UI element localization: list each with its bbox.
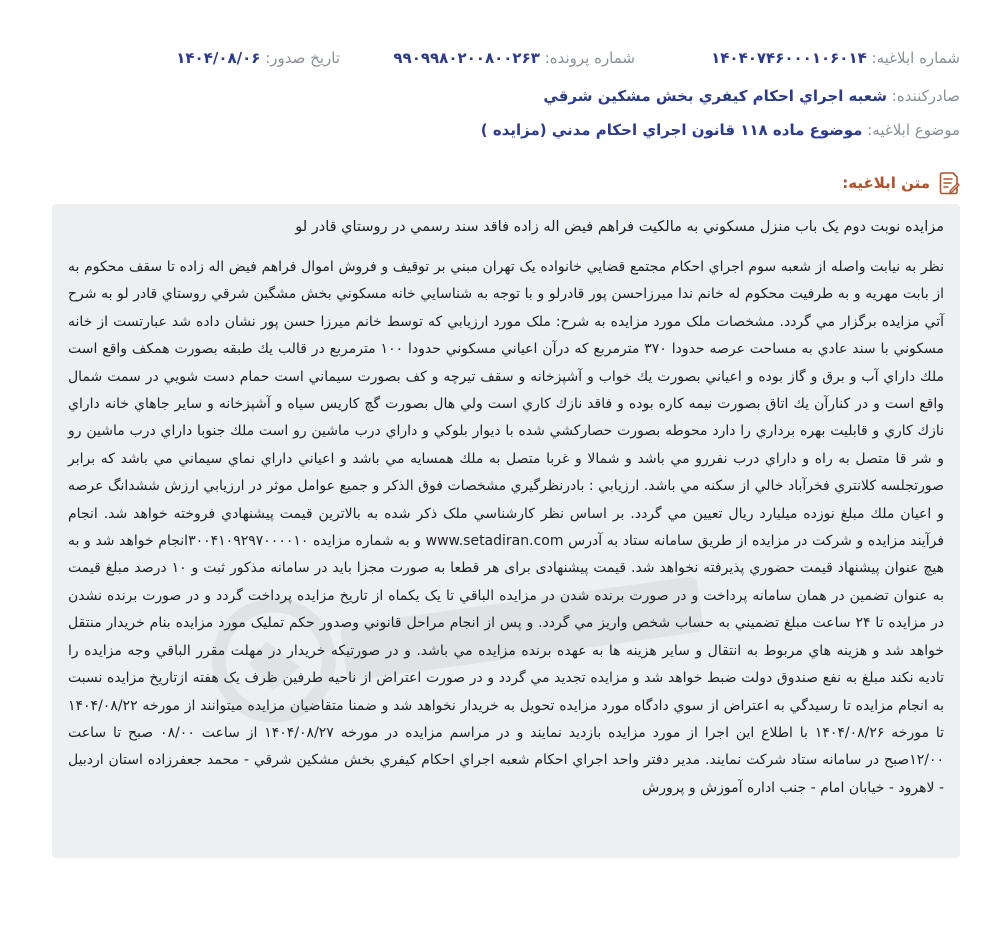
notice-number-value: ۱۴۰۴۰۷۴۶۰۰۰۱۰۶۰۱۴ <box>711 49 867 67</box>
notice-text-title: متن ابلاغیه: <box>842 174 930 192</box>
document-edit-icon <box>938 171 960 195</box>
notice-number-label: شماره ابلاغیه: <box>871 49 960 67</box>
meta-row <box>0 47 1000 71</box>
subject-row <box>481 119 960 141</box>
issuer-row <box>543 85 960 107</box>
case-number <box>393 47 635 69</box>
notice-body-text: نظر به نيابت واصله از شعبه سوم اجراي احکام مجتمع قضايي خانواده يک تهران مبني بر توقيف و فروش اموال فراهم فيض اله زاده تا سقف محکوم به از بابت مهريه و به طرفيت محکوم له خانم ندا ميرزاحسن پور قادرلو و با توجه به شناسايي خانه مسکوني بخش مشگين شرقي روستاي قادر لو به شرح آتي مزايده برگزار مي گردد. مشخصات ملک مورد مزايده به شرح: ملک مورد ارزيابي که توسط خانم ميرزا حسن پور نشان داده شد عبارتست از خانه مسکوني با سند عادي به مساحت عرصه حدودا ۳۷۰ مترمربع که درآن اعياني مسکوني حدودا ۱۰۰ مترمربع در قالب يك طبقه بصورت همكف واقع است ملك داراي آب و برق و گاز بوده و اعياني بصورت يك خواب و آشپزخانه و سقف تيرچه و كف بصورت سيماني است حمام دست شويي در سمت شمال واقع است و در كنارآن يك اتاق بصورت نيمه كاره بوده و فاقد نازك كاري است ولي هال بصورت گچ كاريس سياه و آشپزخانه و ساير جاهاي خانه داراي نازك كاري و قابليت بهره برداري را دارد محوطه بصورت حصاركشي شده با ديوار بلوكي و داراي درب ماشين رو است ملك جنوبا داراي درب ماشين رو و شر قا متصل به راه و داراي درب نفررو مي باشد و شمالا و غربا متصل به ملك همسايه مي باشد و اعياني داراي نماي سيماني مي باشد كه برابر صورتجلسه كلانتري فخرآباد خالي از سكنه مي باشد. ارزيابي : بادرنظرگيري مشخصات فوق الذكر و جميع عوامل موثر در ارزيابي ارزش ششدانگ عرصه و اعيان ملك مبلغ نوزده ميليارد ريال تعيين مي گردد. بر اساس نظر کارشناسي ملک ذکر شده به بالاترين قيمت پيشنهادي فروخته خواهد شد. انجام فرآيند مزايده و شرکت در مزايده از طريق سامانه ستاد به آدرس www.setadiran.com و به شماره مزايده ۳۰۰۴۱۰۹۲۹۷۰۰۰۰۱۰انجام خواهد شد و به هيچ عنوان پيشنهاد قيمت حضوري پذيرفته نخواهد شد. قيمت پیشنهادی برای هر قطعا به صورت مجزا باید در سامانه مذکور ثبت و ۱۰ درصد مبلغ قيمت به عنوان تضمين در همان سامانه پرداخت و در صورت برنده شدن در مزايده الباقي تا يک يکماه از تاريخ مزايده پرداخت گردد و در صورت برنده نشدن در مزايده تا ۲۴ ساعت مبلغ تضميني به حساب شخص واريز مي گردد. و پس از انجام مراحل قانوني وصدور حکم تمليک مورد مزايده بنام خريدار منتقل خواهد شد و هزينه هاي مربوط به انتقال و ساير هزينه ها به عهده برنده مزايده مي باشد. و در صورتيکه خريدار در مهلت مقرر الباقي وجه مزايده را تاديه نکند مبلغ به نفع صندوق دولت ضبط خواهد شد و مزايده تجديد مي گردد و در صورت اعتراض از ناحيه طرفين ظرف يک هفته ازتاريخ مزايده نسبت به انجام مزايده تا رسيدگي به اعتراض از سوي دادگاه مورد مزايده تحويل به خريدار نخواهد شد و ضمنا متقاضيان مزايده ميتوانند از مورخه ۱۴۰۴/۰۸/۲۲ تا مورخه ۱۴۰۴/۰۸/۲۶ با اطلاع اين اجرا از مورد مزايده بازديد نمايند و در مراسم مزايده در مورخه ۱۴۰۴/۰۸/۲۷ از ساعت ۰۸/۰۰ صبح تا ساعت ۱۲/۰۰صبح در سامانه ستاد شرکت نمايند. مدير دفتر واحد اجراي احکام شعبه اجراي احکام کيفري بخش مشکين شرقي - محمد جعفرزاده استان اردبيل - لاهرود - خيابان امام - جنب اداره آموزش و پرورش <box>68 259 945 796</box>
notice-number <box>711 47 960 69</box>
case-number-value: ۹۹۰۹۹۸۰۲۰۰۸۰۰۲۶۳ <box>393 49 540 67</box>
issuer-label: صادرکننده: <box>891 87 960 105</box>
notice-text-header <box>842 170 960 196</box>
subject-value: موضوع ماده ۱۱۸ قانون اجراي احکام مدني (مزايده ) <box>480 121 863 139</box>
issue-date-label: تاریخ صدور: <box>265 49 340 67</box>
issuer-value: شعبه اجراي احکام کيفري بخش مشکين شرقي <box>543 87 887 105</box>
subject-label: موضوع ابلاغیه: <box>867 121 960 139</box>
issue-date <box>176 47 340 69</box>
notice-content-box <box>52 204 960 858</box>
notice-heading: مزايده نوبت دوم يک باب منزل مسکوني به مالکيت فراهم فيض اله زاده فاقد سند رسمي در روستاي قادر لو <box>295 219 944 235</box>
issue-date-value: ۱۴۰۴/۰۸/۰۶ <box>176 49 261 67</box>
case-number-label: شماره پرونده: <box>544 49 635 67</box>
